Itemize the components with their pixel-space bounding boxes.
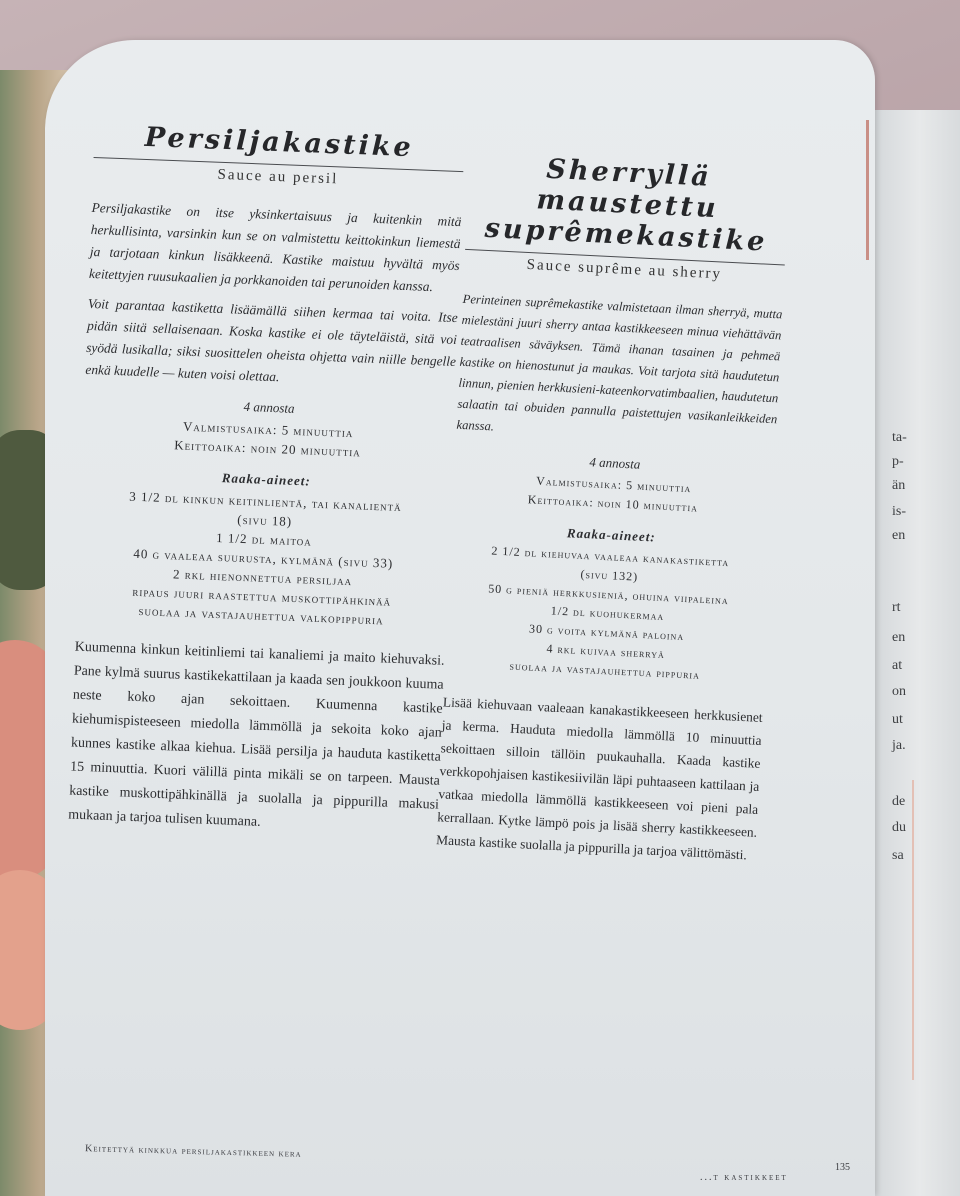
- back-page-fragment: is-: [892, 504, 906, 519]
- decorative-rule: [866, 120, 869, 260]
- ingredient-item: 40 g vaaleaa suurusta, kylmänä (sivu 33): [133, 545, 394, 571]
- ingredient-item: 2 rkl hienonnettua persiljaa: [172, 566, 353, 589]
- recipe-method: Lisää kiehuvaan vaaleaan kanakastikkeeseen herkkusienet ja kerma. Hauduta miedolla lämmöllä 10 minuuttia sekoittaen silloin tällöin puukauhalla. Kaada kastike verkkopohjaisen kastikesiivilän läpi puhtaaseen kattilaan ja vatkaa miedolla lämmöllä kastikkeeseen voi pieni pala kerrallaan. Kytke lämpö pois ja lisää sherry kastikkeeseen. Mausta kastike suolalla ja pippurilla ja tarjoa välittömästi.: [435, 694, 763, 863]
- recipe-subtitle: Sauce au persil: [217, 166, 339, 188]
- recipe-title: Persiljakastike: [144, 121, 415, 164]
- ingredient-item: 4 rkl kuivaa sherryä: [546, 641, 666, 662]
- back-page-fragment: rt: [892, 600, 901, 615]
- recipe-subtitle: Sauce suprême au sherry: [526, 256, 723, 283]
- recipe-method: Kuumenna kinkun keitinliemi tai kanaliemi ja maito kiehuvaksi. Pane kylmä suurus kastikekattilaan ja kaada sen joukkoon kuuma neste koko ajan sekoittaen. Kuumenna kastike kiehumispisteeseen miedolla lämmöllä ja sekoita koko ajan kunnes kastike alkaa kiehua. Lisää persilja ja hauduta kastiketta 15 minuuttia. Kuori välillä pinta mikäli se on tarpeen. Mausta kastike muskottipähkinällä ja suolalla ja pippurilla makusi mukaan ja tarjoa tulisen kuumana.: [68, 639, 445, 830]
- ingredient-item: 1/2 dl kuohukermaa: [550, 603, 665, 624]
- ingredient-item: 50 g pieniä herkkusieniä, ohuina viipaleina: [487, 581, 730, 608]
- back-page-fragment: p-: [892, 454, 904, 469]
- prep-time: Valmistusaika: 5 minuuttia: [182, 418, 354, 441]
- servings: 4 annosta: [589, 454, 641, 472]
- photo-caption: Keitettyä kinkkua persiljakastikkeen kera: [84, 1143, 302, 1160]
- ingredient-item: (sivu 132): [580, 566, 639, 584]
- cook-time: Keittoaika: noin 20 minuuttia: [174, 437, 362, 460]
- servings: 4 annosta: [243, 398, 295, 416]
- recipe-title: Sherryllä maustettu: [535, 153, 720, 225]
- recipe-sherry-supreme-sauce: [436, 150, 790, 867]
- ingredient-item: 1 1/2 dl maitoa: [215, 529, 313, 549]
- back-page-fragment: en: [892, 630, 906, 645]
- recipe-title: suprêmekastike: [483, 212, 769, 258]
- back-page-fragment: de: [892, 794, 906, 809]
- back-page-fragment: at: [892, 658, 903, 673]
- ingredient-item: suolaa ja vastajauhettua pippuria: [509, 658, 701, 682]
- decorative-rule: [912, 780, 914, 1080]
- back-page-fragment: ut: [892, 712, 903, 727]
- next-page-edge: [860, 110, 960, 1196]
- ingredients-heading: Raaka-aineet:: [221, 470, 311, 489]
- back-page-fragment: ta-: [892, 430, 907, 445]
- back-page-fragment: ja.: [892, 738, 906, 753]
- recipe-intro: Voit parantaa kastiketta lisäämällä siihen kermaa tai voita. Itse pidän siitä sellaisenaan. Koska kastike ei ole täyteläistä, sitä voi syödä lusikalla; siksi suosittelen oheista ohjetta vain niille bengelle enkä kuudelle — kuten voisi olettaa.: [85, 295, 458, 385]
- ingredient-item: 30 g voita kylmänä paloina: [528, 621, 685, 644]
- recipe-intro: Perinteinen suprêmekastike valmistetaan ilman sherryä, mutta mielestäni juuri sherry antaa kastikkeeseen minua viehättävän teatraalisen säväyksen. Tämä ihanan tasainen ja pehmeä kastike on hienostunut ja maukas. Voit tarjota sitä haudutetun linnun, pienien herkkusieni-kateenkorvatimbaalien, haudutetun salaatin tai obuiden pannulla paistettujen vasikanleikkeiden kanssa.: [456, 291, 783, 434]
- section-running-footer: ...t kastikkeet: [700, 1172, 788, 1183]
- back-page-fragment: en: [892, 528, 906, 543]
- back-page-fragment: sa: [892, 848, 904, 863]
- page-number: 135: [835, 1162, 850, 1173]
- ingredient-item: (sivu 18): [237, 511, 293, 529]
- recipe-intro: Persiljakastike on itse yksinkertaisuus ja kuitenkin mitä herkullisinta, varsinkin kun se on valmistettu keittokinkun liemestä ja tarjotaan kinkun lisäkkeenä. Kastike maistuu hyvältä myös keitettyjen ruusukaalien ja porkkanoiden tai perunoiden kanssa.: [88, 199, 462, 295]
- back-page-fragment: du: [892, 820, 906, 835]
- ingredient-item: ripaus juuri raastettua muskottipähkinää: [132, 583, 392, 609]
- ingredients-heading: Raaka-aineet:: [566, 525, 657, 545]
- recipe-parsley-sauce: [68, 120, 465, 842]
- ingredient-item: suolaa ja vastajauhettua valkopippuria: [138, 603, 384, 628]
- back-page-fragment: on: [892, 684, 906, 699]
- cook-time: Keittoaika: noin 10 minuuttia: [527, 492, 699, 515]
- ingredient-item: 3 1/2 dl kinkun keitinlientä, tai kanalientä: [129, 488, 402, 515]
- prep-time: Valmistusaika: 5 minuuttia: [535, 473, 692, 496]
- back-page-fragment: än: [892, 478, 906, 493]
- ingredient-item: 2 1/2 dl kiehuvaa vaaleaa kanakastiketta: [491, 543, 730, 570]
